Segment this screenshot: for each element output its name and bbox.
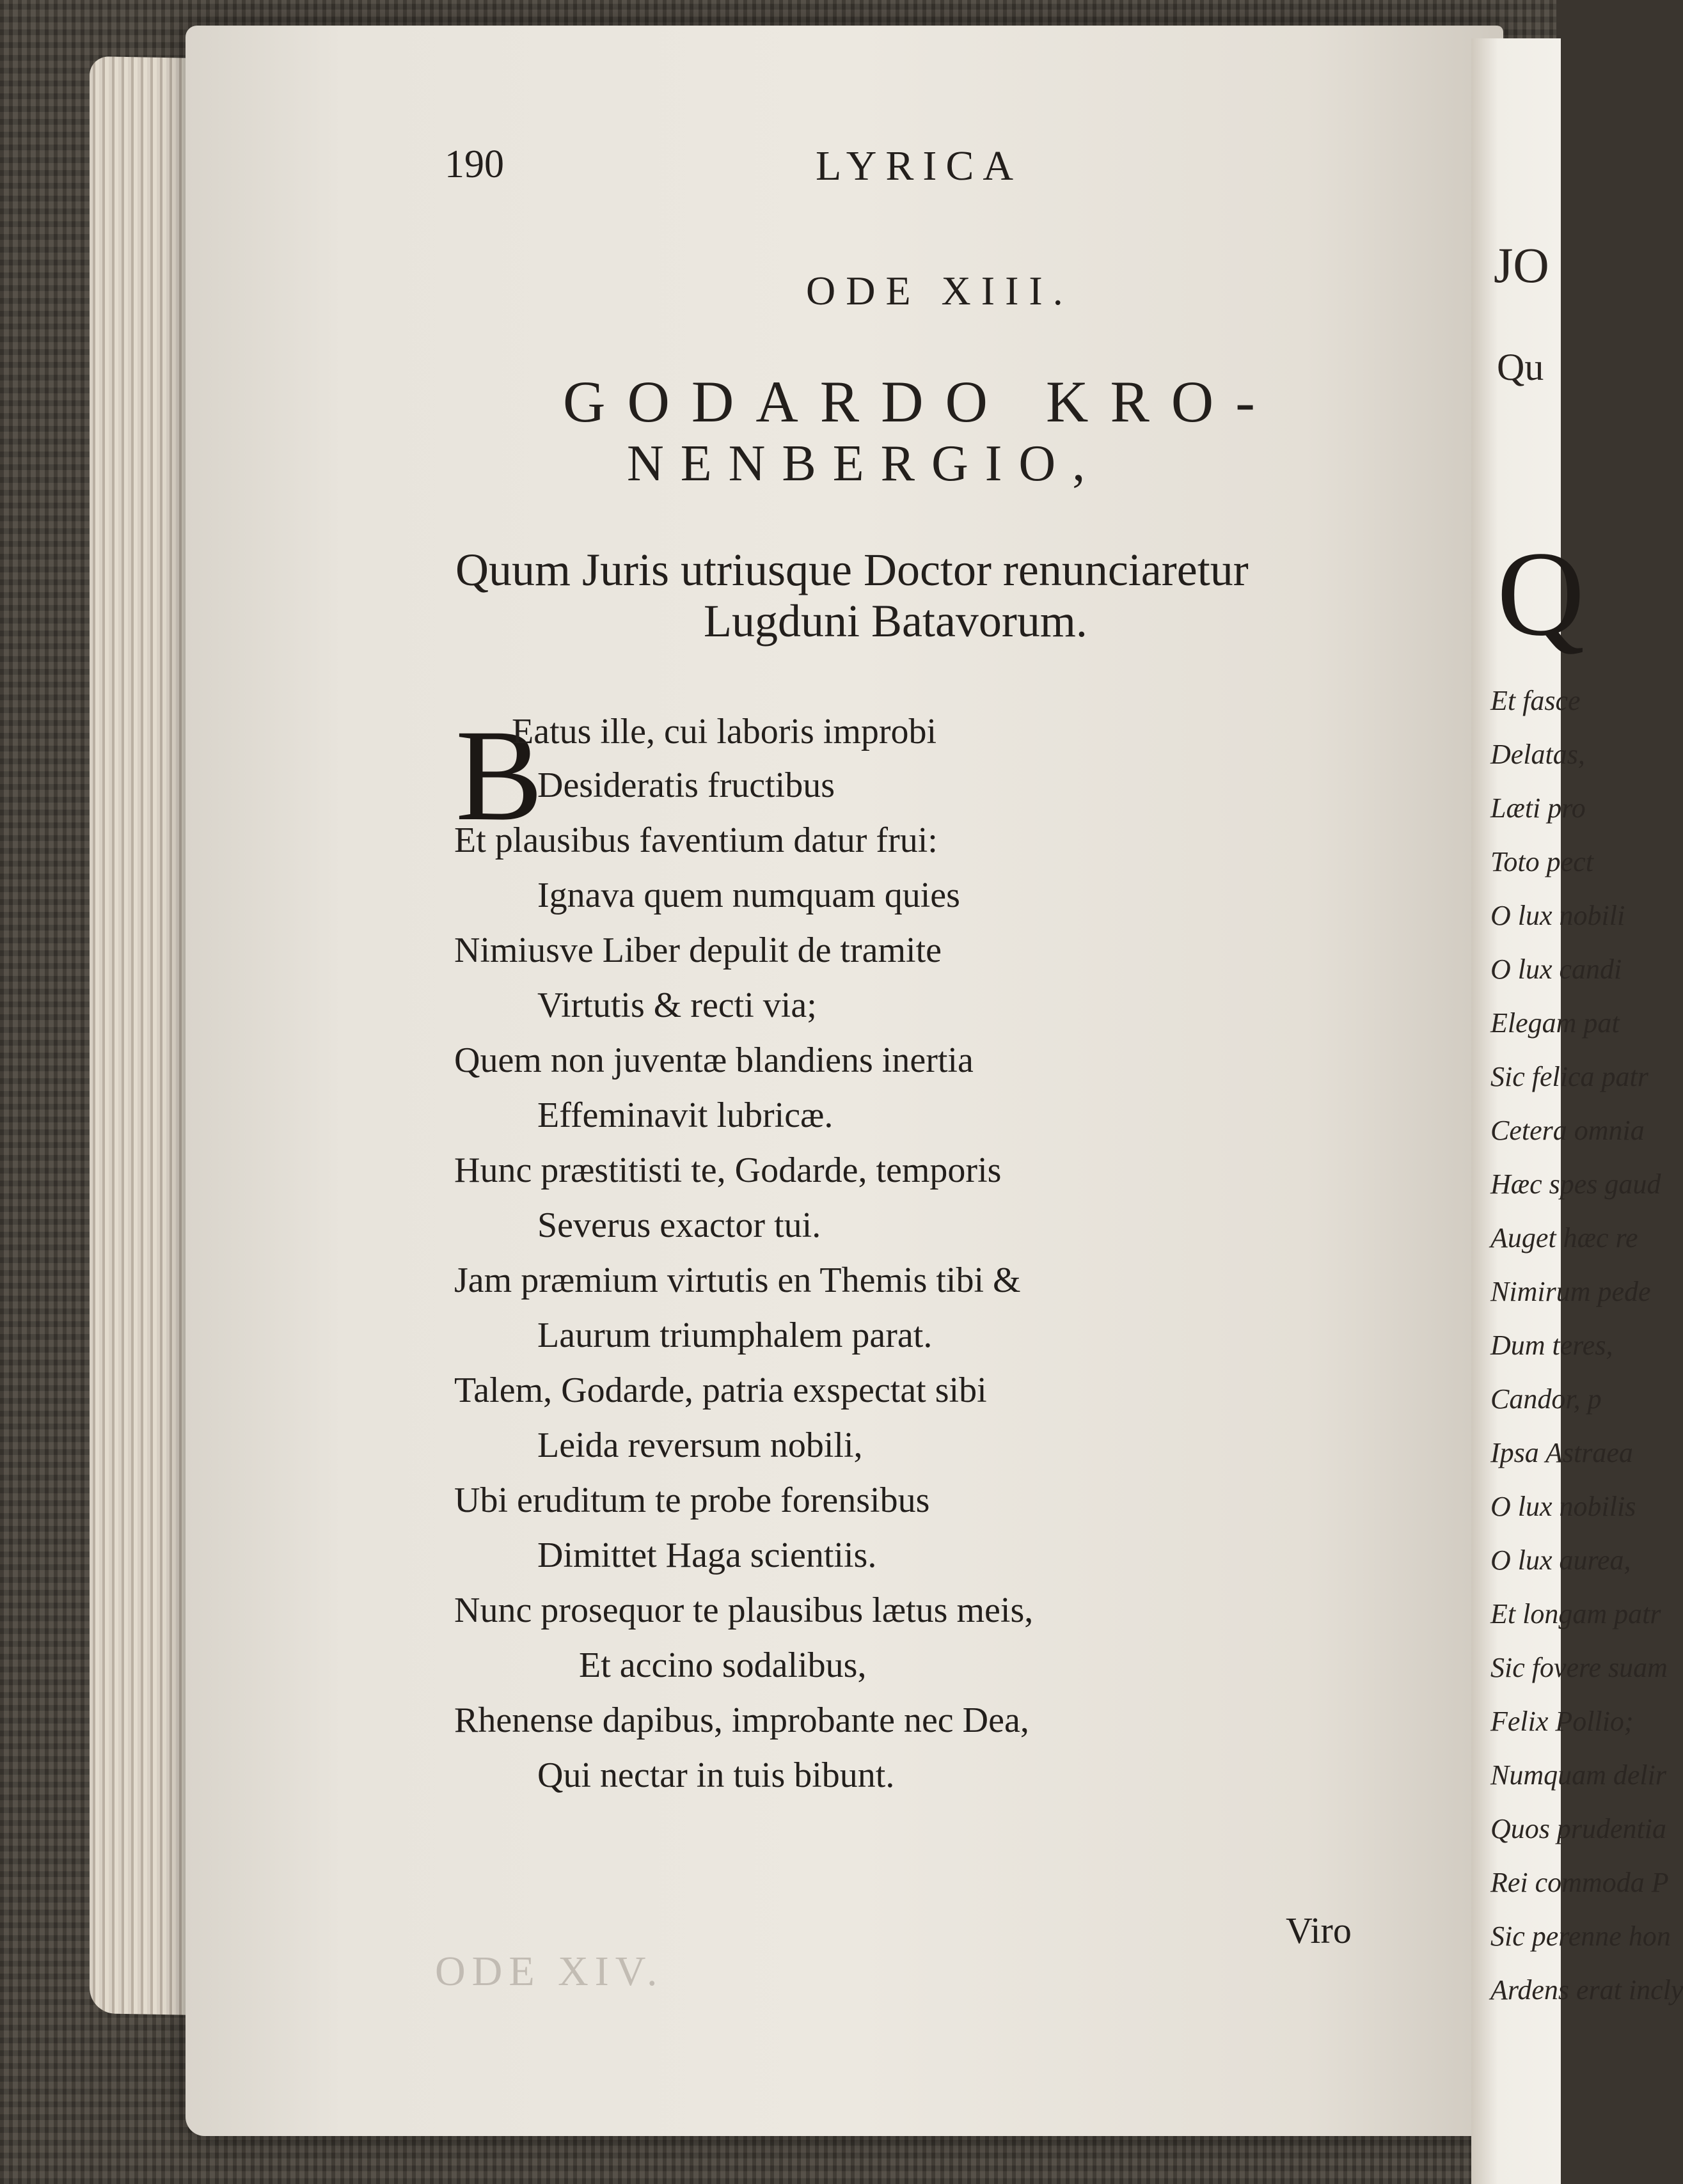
subtitle-line-2: Lugduni Batavorum. xyxy=(704,595,1087,647)
verse-line: Nunc prosequor te plausibus lætus meis, xyxy=(454,1591,1034,1630)
verse-line: Et accino sodalibus, xyxy=(579,1646,867,1685)
ode-number: ODE XIII. xyxy=(806,268,1073,313)
title-line-2: NENBERGIO, xyxy=(627,436,1102,492)
verse-line: Talem, Godarde, patria exspectat sibi xyxy=(454,1371,987,1410)
verse-line: Qui nectar in tuis bibunt. xyxy=(537,1756,895,1795)
verse-line: Laurum triumphalem parat. xyxy=(537,1316,933,1355)
facing-page-line: Nimirum pede xyxy=(1490,1276,1651,1307)
verse-line: Dimittet Haga scientiis. xyxy=(537,1536,877,1575)
facing-page-line: Ipsa Astraea xyxy=(1490,1437,1633,1468)
facing-page-line: Læti pro xyxy=(1490,792,1586,824)
facing-page-title: Qu xyxy=(1497,346,1544,388)
subtitle-line-1: Quum Juris utriusque Doctor renunciaretur xyxy=(455,544,1249,595)
verse-line: Virtutis & recti via; xyxy=(537,986,817,1025)
facing-page-drop-cap: Q xyxy=(1497,527,1585,661)
facing-page-line: Hæc spes gaud xyxy=(1490,1168,1661,1200)
facing-page-line: Candor, p xyxy=(1490,1383,1602,1415)
verse-line: Nimiusve Liber depulit de tramite xyxy=(454,931,942,970)
facing-page-heading: JO xyxy=(1494,237,1549,293)
verse-line: Leida reversum nobili, xyxy=(537,1426,863,1465)
verse-line: Jam præmium virtutis en Themis tibi & xyxy=(454,1261,1021,1300)
catchword: Viro xyxy=(1286,1910,1352,1951)
facing-page-line: O lux candi xyxy=(1490,954,1622,985)
verse-line: Et plausibus faventium datur frui: xyxy=(454,821,938,860)
facing-page-line: Sic fovere suam xyxy=(1490,1652,1668,1683)
facing-page-line: Sic perenne hon xyxy=(1490,1921,1671,1952)
facing-page-line: Ardens erat incly xyxy=(1490,1974,1683,2006)
verse-line: Effeminavit lubricæ. xyxy=(537,1096,834,1135)
facing-page-line: Rei commoda P xyxy=(1490,1867,1669,1898)
verse-line: Ignava quem numquam quies xyxy=(537,876,960,915)
facing-page-line: Et fasce xyxy=(1490,685,1581,716)
facing-page xyxy=(1471,38,1683,2184)
page-number: 190 xyxy=(445,143,504,186)
facing-page-line: Sic felica patr xyxy=(1490,1061,1648,1092)
verse-line: Rhenense dapibus, improbante nec Dea, xyxy=(454,1701,1029,1740)
facing-page-line: Numquam delir xyxy=(1490,1759,1666,1791)
verse-line: Quem non juventæ blandiens inertia xyxy=(454,1041,974,1080)
facing-page-line: O lux nobili xyxy=(1490,900,1625,931)
facing-page-line: Quos prudentia xyxy=(1490,1813,1666,1844)
verse-spacer xyxy=(454,710,1033,765)
facing-page-line: O lux nobilis xyxy=(1490,1491,1636,1522)
title-line-1: GODARDO KRO- xyxy=(563,369,1277,434)
verse-line: Desideratis fructibus xyxy=(537,766,835,805)
first-verse-line: Eatus ille, cui laboris improbi xyxy=(512,712,937,751)
poem-body xyxy=(454,703,1034,1810)
facing-page-line: Et longam patr xyxy=(1490,1598,1661,1630)
facing-page-line: Delatas, xyxy=(1490,739,1585,770)
facing-page-line: Felix Pollio; xyxy=(1490,1706,1634,1737)
facing-page-line: Auget hæc re xyxy=(1490,1222,1638,1253)
running-head: LYRICA xyxy=(816,143,1023,189)
drop-cap: B xyxy=(455,703,543,848)
show-through-text: ODE XIV. xyxy=(435,1948,664,1995)
verse-line: Hunc præstitisti te, Godarde, temporis xyxy=(454,1151,1002,1190)
facing-page-line: Dum teres, xyxy=(1490,1330,1613,1361)
facing-page-line: Cetera omnia xyxy=(1490,1115,1645,1146)
facing-page-line: Toto pect xyxy=(1490,846,1593,877)
facing-page-line: O lux aurea, xyxy=(1490,1544,1631,1576)
facing-page-line: Elegam pat xyxy=(1490,1007,1620,1039)
verse-line: Severus exactor tui. xyxy=(537,1206,821,1245)
verse-line: Ubi eruditum te probe forensibus xyxy=(454,1481,930,1520)
